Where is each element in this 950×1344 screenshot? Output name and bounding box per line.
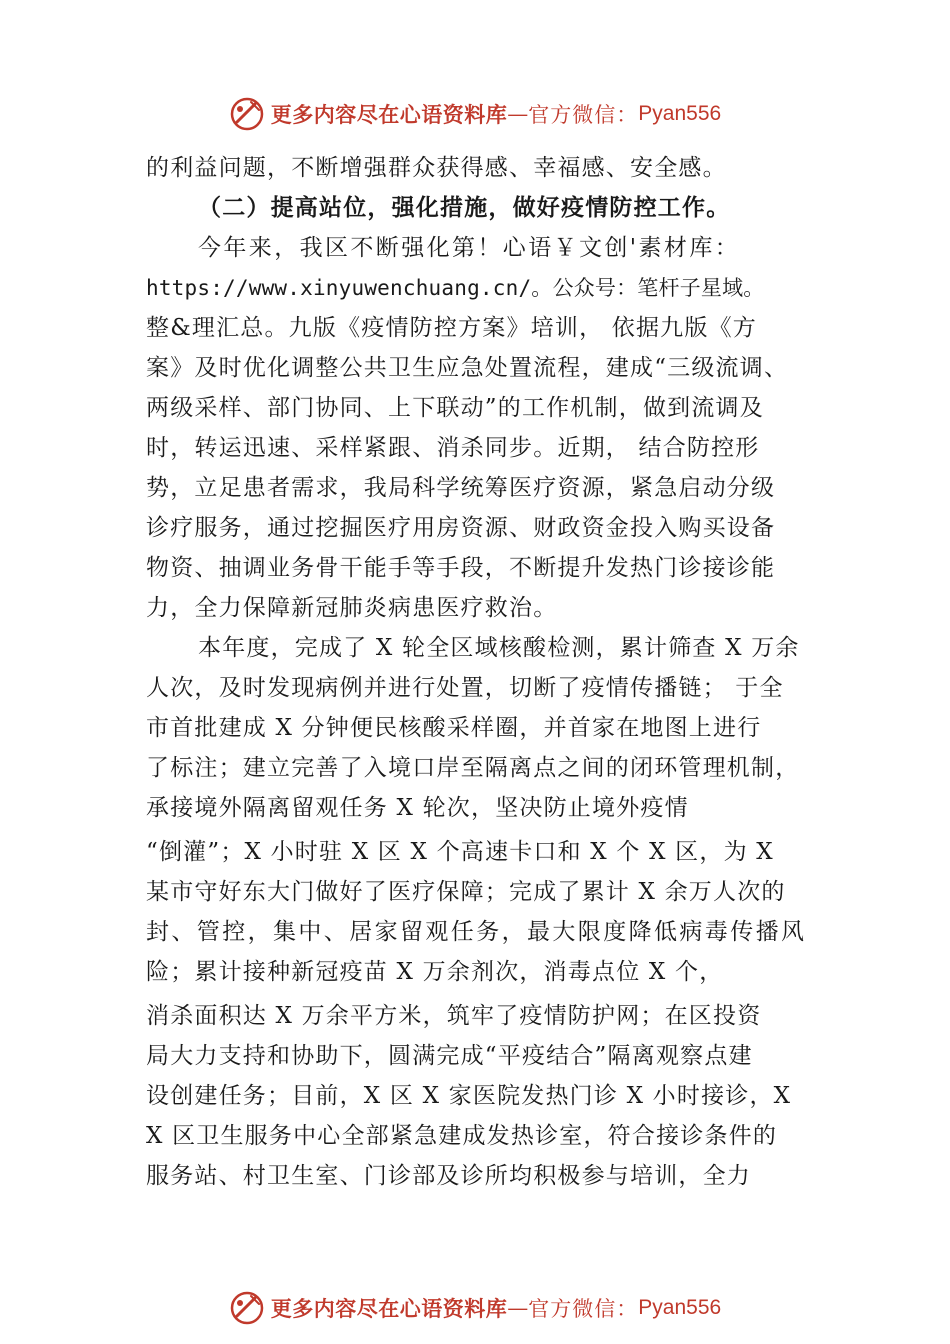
body-line: 人次，及时发现病例并进行处置，切断了疫情传播链； 于全 <box>146 675 784 701</box>
section-heading: （二）提高站位，强化措施，做好疫情防控工作。 <box>198 194 731 221</box>
body-line: 设创建任务；目前，X 区 X 家医院发热门诊 X 小时接诊，X <box>146 1083 792 1109</box>
banner-wechat-label: 官方微信： <box>528 1297 639 1321</box>
banner-separator: — <box>507 1296 529 1320</box>
banner-wechat-id: Pyan556 <box>638 102 722 125</box>
footer-banner <box>0 1288 950 1328</box>
body-line: 了标注；建立完善了入境口岸至隔离点之间的闭环管理机制， <box>146 755 800 781</box>
body-line: 整&理汇总。九版《疫情防控方案》培训， 依据九版《方 <box>146 315 757 341</box>
body-line: 本年度，完成了 X 轮全区域核酸检测，累计筛查 X 万余 <box>198 635 800 661</box>
banner-wechat-id: Pyan556 <box>638 1296 722 1319</box>
body-line: 市首批建成 X 分钟便民核酸采样圈，并首家在地图上进行 <box>146 715 762 741</box>
body-line: 险；累计接种新冠疫苗 X 万余剂次，消毒点位 X 个， <box>146 959 724 985</box>
body-line: 某市守好东大门做好了医疗保障；完成了累计 X 余万人次的 <box>146 879 786 905</box>
body-line: 势，立足患者需求，我局科学统筹医疗资源，紧急启动分级 <box>146 475 776 501</box>
body-line: 物资、抽调业务骨干能手等手段，不断提升发热门诊接诊能 <box>146 555 776 581</box>
pen-logo-icon <box>229 1290 265 1326</box>
body-line: https://www.xinyuwenchuang.cn/。公众号：笔杆子星域。 <box>146 276 765 300</box>
banner-text: 更多内容尽在心语资料库 <box>270 102 508 127</box>
banner-text: 更多内容尽在心语资料库 <box>270 1296 508 1321</box>
body-line: 诊疗服务，通过挖掘医疗用房资源、财政资金投入购买设备 <box>146 515 776 541</box>
pen-logo-icon <box>229 96 265 132</box>
body-line: X 区卫生服务中心全部紧急建成发热诊室，符合接诊条件的 <box>146 1123 778 1149</box>
body-line: 案》及时优化调整公共卫生应急处置流程，建成“三级流调、 <box>146 355 789 381</box>
banner-wechat-label: 官方微信： <box>528 103 639 127</box>
body-line: 力，全力保障新冠肺炎病患医疗救治。 <box>146 595 558 621</box>
body-line: 消杀面积达 X 万余平方米，筑牢了疫情防护网；在区投资 <box>146 1003 762 1029</box>
body-line: 局大力支持和协助下，圆满完成“平疫结合”隔离观察点建 <box>146 1043 753 1069</box>
body-line: 服务站、村卫生室、门诊部及诊所均积极参与培训，全力 <box>146 1163 751 1189</box>
body-line: 时，转运迅速、采样紧跟、消杀同步。近期， 结合防控形 <box>146 435 760 461</box>
body-line: 两级采样、部门协同、上下联动”的工作机制，做到流调及 <box>146 395 764 421</box>
body-line: 封、管控，集中、居家留观任务，最大限度降低病毒传播风 <box>146 919 807 945</box>
banner-separator: — <box>507 102 529 126</box>
body-line: 的利益问题，不断增强群众获得感、幸福感、安全感。 <box>146 155 727 181</box>
header-banner <box>0 94 950 134</box>
body-line: “倒灌”；X 小时驻 X 区 X 个高速卡口和 X 个 X 区，为 X <box>146 839 774 865</box>
body-line: 承接境外隔离留观任务 X 轮次，坚决防止境外疫情 <box>146 795 689 821</box>
body-line: 今年来，我区不断强化第！心语￥文创'素材库： <box>198 235 741 261</box>
